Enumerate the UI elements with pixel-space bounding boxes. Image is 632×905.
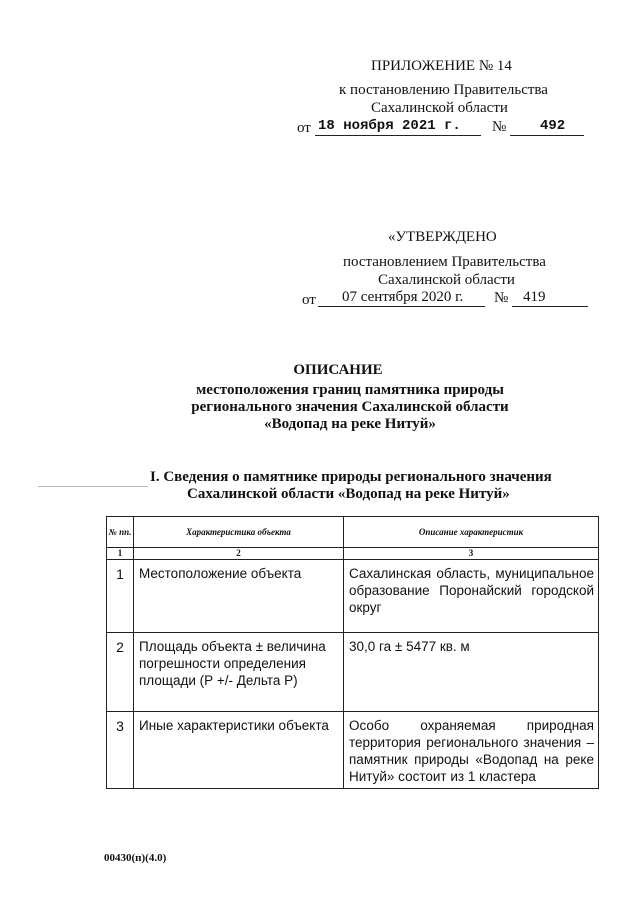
header-description: Описание характеристик (344, 517, 599, 548)
header-characteristic: Характеристика объекта (134, 517, 344, 548)
approved-line1: постановлением Правительства (343, 254, 546, 270)
appendix-from-label: от (297, 120, 311, 136)
row-num: 2 (107, 633, 134, 712)
appendix-title: ПРИЛОЖЕНИЕ № 14 (371, 58, 512, 74)
approved-from-label: от (302, 292, 316, 308)
scan-mark (38, 486, 148, 487)
appendix-number-underline (510, 135, 584, 136)
approved-title: «УТВЕРЖДЕНО (388, 229, 497, 245)
table-header-row (107, 517, 599, 548)
row-characteristic: Площадь объекта ± величина погрешности определения площади (Р +/- Дельта Р) (134, 633, 344, 712)
info-table (106, 516, 599, 789)
table-row (107, 712, 599, 789)
heading-line2: регионального значения Сахалинской области (191, 399, 509, 415)
row-description: Особо охраняемая природная территория регионального значения – памятник природы «Водопад на реке Нитуй» состоит из 1 кластера (344, 712, 599, 789)
heading-title: ОПИСАНИЕ (293, 362, 383, 378)
footer-code: 00430(п)(4.0) (104, 852, 167, 864)
colnum-3: 3 (344, 548, 599, 560)
colnum-2: 2 (134, 548, 344, 560)
header-num: № пп. (107, 517, 134, 548)
section-line1: I. Сведения о памятнике природы регионального значения (150, 469, 552, 485)
row-num: 3 (107, 712, 134, 789)
row-characteristic: Иные характеристики объекта (134, 712, 344, 789)
approved-date-underline (318, 306, 485, 307)
heading-line1: местоположения границ памятника природы (196, 382, 504, 398)
approved-date: 07 сентября 2020 г. (342, 289, 464, 305)
approved-line2: Сахалинской области (378, 272, 515, 288)
section-line2: Сахалинской области «Водопад на реке Нитуй» (187, 486, 510, 502)
appendix-num-label: № (492, 119, 507, 135)
appendix-date-underline (315, 135, 481, 136)
table-row (107, 560, 599, 633)
approved-num-label: № (494, 290, 509, 306)
row-description: Сахалинская область, муниципальное образование Поронайский городской округ (344, 560, 599, 633)
approved-number: 419 (523, 289, 546, 305)
table-row (107, 633, 599, 712)
colnum-1: 1 (107, 548, 134, 560)
row-description: 30,0 га ± 5477 кв. м (344, 633, 599, 712)
appendix-line2: Сахалинской области (371, 100, 508, 116)
appendix-line1: к постановлению Правительства (339, 82, 548, 98)
approved-number-underline (512, 306, 588, 307)
appendix-date: 18 ноября 2021 г. (318, 118, 461, 134)
appendix-number: 492 (540, 118, 566, 134)
row-characteristic: Местоположение объекта (134, 560, 344, 633)
heading-line3: «Водопад на реке Нитуй» (264, 416, 436, 432)
row-num: 1 (107, 560, 134, 633)
table-colnum-row (107, 548, 599, 560)
